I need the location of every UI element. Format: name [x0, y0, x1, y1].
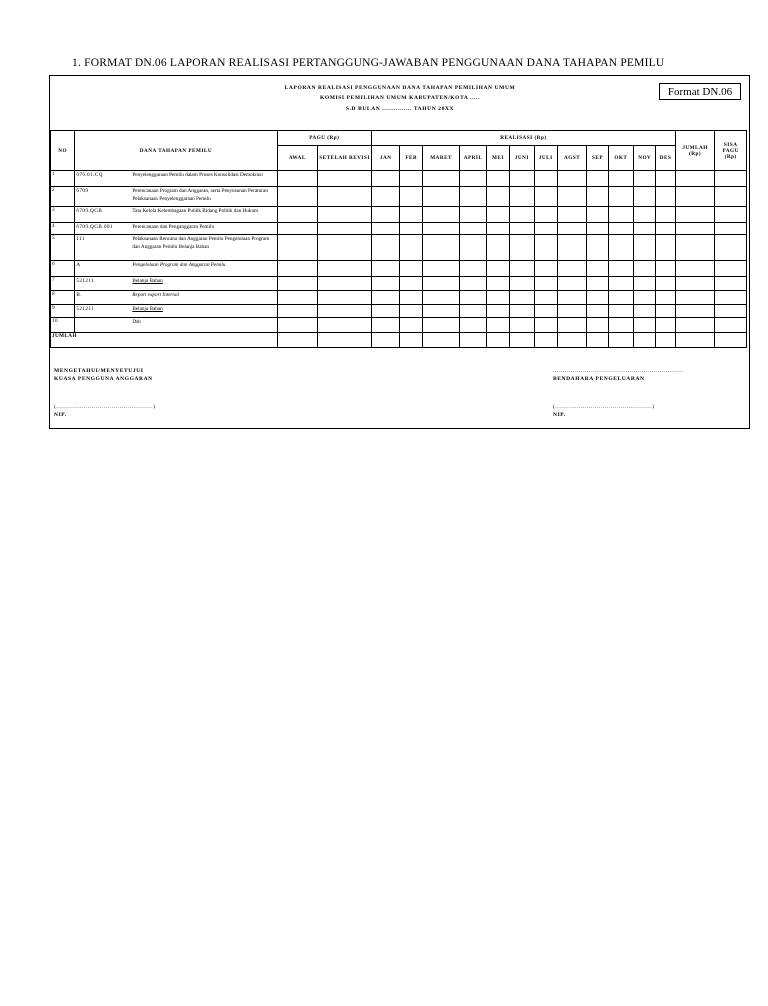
document-heading: 1. FORMAT DN.06 LAPORAN REALISASI PERTANGGUNG-JAWABAN PENGGUNAAN DANA TAHAPAN PEMILU	[72, 57, 665, 69]
header-dana: DANA TAHAPAN PEMILU	[75, 131, 277, 171]
row-description-cell	[75, 187, 277, 207]
value-cell	[372, 291, 400, 305]
value-cell	[557, 305, 586, 318]
value-cell	[656, 187, 675, 207]
total-cell	[675, 333, 715, 348]
row-description-cell	[75, 261, 277, 277]
header-month-okt: OKT	[608, 146, 633, 171]
value-cell	[534, 277, 557, 291]
header-month-nov: NOV	[634, 146, 656, 171]
table-row	[51, 261, 747, 277]
value-cell	[656, 305, 675, 318]
row-code: 6709	[76, 188, 89, 194]
row-description-cell	[75, 277, 277, 291]
value-cell	[675, 207, 715, 223]
value-cell	[400, 291, 422, 305]
value-cell	[675, 261, 715, 277]
value-cell	[510, 277, 534, 291]
value-cell	[277, 291, 318, 305]
total-cell	[634, 333, 656, 348]
value-cell	[587, 171, 608, 187]
value-cell	[557, 187, 586, 207]
total-cell	[656, 333, 675, 348]
row-number: 9	[51, 305, 75, 318]
table-row	[51, 171, 747, 187]
value-cell	[486, 291, 509, 305]
value-cell	[510, 305, 534, 318]
value-cell	[534, 207, 557, 223]
value-cell	[372, 207, 400, 223]
row-number: 6	[51, 261, 75, 277]
value-cell	[422, 291, 460, 305]
row-description-cell	[75, 235, 277, 261]
total-cell	[510, 333, 534, 348]
header-month-mei: MEI	[486, 146, 509, 171]
value-cell	[372, 318, 400, 333]
value-cell	[656, 261, 675, 277]
value-cell	[634, 207, 656, 223]
row-description-cell	[75, 171, 277, 187]
table-row	[51, 277, 747, 291]
row-description-cell	[75, 223, 277, 235]
value-cell	[400, 171, 422, 187]
value-cell	[534, 223, 557, 235]
value-cell	[634, 187, 656, 207]
value-cell	[277, 187, 318, 207]
value-cell	[608, 223, 633, 235]
total-cell	[400, 333, 422, 348]
value-cell	[608, 277, 633, 291]
value-cell	[587, 291, 608, 305]
value-cell	[422, 235, 460, 261]
value-cell	[460, 277, 486, 291]
value-cell	[587, 277, 608, 291]
value-cell	[318, 235, 372, 261]
value-cell	[557, 207, 586, 223]
report-title-line-2: KOMISI PEMILIHAN UMUM KABUPATEN/KOTA .....	[319, 95, 481, 101]
value-cell	[372, 277, 400, 291]
row-description: Penyelenggaraan Pemilu dalam Proses Konsolidasi Demokrasi	[132, 172, 263, 178]
row-description: Belanja Bahan	[132, 278, 163, 284]
row-number: 5	[51, 235, 75, 261]
row-description: Perencanaan dan Penganggaran Pemilu	[132, 224, 215, 230]
header-month-april: APRIL	[460, 146, 486, 171]
value-cell	[534, 187, 557, 207]
header-month-des: DES	[656, 146, 675, 171]
format-label-box: Format DN.06	[659, 83, 741, 100]
value-cell	[422, 171, 460, 187]
value-cell	[587, 207, 608, 223]
value-cell	[715, 261, 747, 277]
row-description: Dsb	[132, 319, 141, 325]
total-cell	[557, 333, 586, 348]
value-cell	[534, 235, 557, 261]
value-cell	[557, 171, 586, 187]
value-cell	[675, 318, 715, 333]
value-cell	[486, 207, 509, 223]
value-cell	[372, 187, 400, 207]
table-row	[51, 223, 747, 235]
row-description: Belanja Bahan	[132, 306, 163, 312]
value-cell	[634, 261, 656, 277]
row-code: 6709.QGB	[76, 208, 103, 214]
value-cell	[277, 171, 318, 187]
header-month-juni: JUNI	[510, 146, 534, 171]
total-cell	[277, 333, 318, 348]
value-cell	[400, 305, 422, 318]
total-cell	[422, 333, 460, 348]
value-cell	[715, 171, 747, 187]
row-code: A	[76, 262, 81, 268]
total-cell	[534, 333, 557, 348]
header-month-agst: AGST	[557, 146, 586, 171]
value-cell	[634, 171, 656, 187]
header-no: NO	[51, 131, 75, 171]
value-cell	[587, 235, 608, 261]
value-cell	[510, 235, 534, 261]
total-cell	[486, 333, 509, 348]
value-cell	[675, 305, 715, 318]
value-cell	[422, 223, 460, 235]
value-cell	[510, 261, 534, 277]
value-cell	[510, 318, 534, 333]
row-code: B.	[76, 292, 82, 298]
realization-table	[50, 130, 747, 348]
value-cell	[277, 277, 318, 291]
value-cell	[372, 223, 400, 235]
value-cell	[608, 318, 633, 333]
value-cell	[318, 305, 372, 318]
table-row	[51, 318, 747, 333]
value-cell	[460, 305, 486, 318]
value-cell	[422, 305, 460, 318]
value-cell	[510, 223, 534, 235]
value-cell	[656, 171, 675, 187]
date-placeholder: ..................................................................	[553, 368, 684, 374]
total-cell	[372, 333, 400, 348]
header-month-juli: JULI	[534, 146, 557, 171]
value-cell	[422, 187, 460, 207]
value-cell	[656, 277, 675, 291]
value-cell	[400, 318, 422, 333]
value-cell	[422, 277, 460, 291]
value-cell	[715, 235, 747, 261]
value-cell	[486, 223, 509, 235]
bendahara-label: BENDAHARA PENGELUARAN	[553, 376, 645, 382]
report-title-line-1: LAPORAN REALISASI PENGGUNAAN DANA TAHAPAN PEMILIHAN UMUM	[284, 85, 516, 91]
value-cell	[510, 171, 534, 187]
total-label: JUMLAH	[51, 333, 278, 348]
value-cell	[634, 318, 656, 333]
table-row	[51, 235, 747, 261]
value-cell	[534, 305, 557, 318]
value-cell	[715, 291, 747, 305]
value-cell	[460, 318, 486, 333]
value-cell	[557, 223, 586, 235]
row-number: 10	[51, 318, 75, 333]
value-cell	[460, 207, 486, 223]
value-cell	[715, 207, 747, 223]
total-cell	[460, 333, 486, 348]
value-cell	[534, 318, 557, 333]
value-cell	[277, 223, 318, 235]
row-number: 8	[51, 291, 75, 305]
table-body	[51, 171, 747, 333]
value-cell	[460, 291, 486, 305]
signature-left-name-block	[54, 403, 156, 419]
report-title-line-3: S.D BULAN ............... TAHUN 20XX	[345, 106, 455, 112]
header-month-feb: FEB	[400, 146, 422, 171]
row-description: Tata Kelola Kelembagaan Publik Bidang Politik dan Hukum	[132, 208, 259, 214]
header-awal: AWAL	[277, 146, 318, 171]
header-realisasi: REALISASI (Rp)	[372, 131, 676, 146]
row-code: 521211	[76, 278, 95, 284]
value-cell	[277, 235, 318, 261]
table-row	[51, 305, 747, 318]
value-cell	[587, 305, 608, 318]
value-cell	[486, 261, 509, 277]
value-cell	[510, 187, 534, 207]
row-description: Pengelolaan Program dan Anggaran Pemilu	[132, 262, 226, 268]
value-cell	[608, 291, 633, 305]
row-number: 2	[51, 187, 75, 207]
value-cell	[634, 305, 656, 318]
value-cell	[557, 318, 586, 333]
kpa-nip-label: NIP.	[54, 412, 67, 418]
table-row	[51, 187, 747, 207]
value-cell	[460, 187, 486, 207]
signature-right-block	[553, 367, 683, 383]
value-cell	[277, 305, 318, 318]
row-code: 111	[76, 236, 85, 242]
header-setelah-revisi: SETELAH REVISI	[318, 146, 372, 171]
value-cell	[318, 261, 372, 277]
report-frame	[49, 75, 750, 429]
value-cell	[400, 207, 422, 223]
value-cell	[587, 187, 608, 207]
value-cell	[557, 277, 586, 291]
row-code: 076.01.CQ	[76, 172, 103, 178]
value-cell	[715, 318, 747, 333]
value-cell	[277, 261, 318, 277]
value-cell	[634, 291, 656, 305]
value-cell	[634, 223, 656, 235]
value-cell	[557, 291, 586, 305]
value-cell	[608, 171, 633, 187]
value-cell	[372, 235, 400, 261]
header-month-jan: JAN	[372, 146, 400, 171]
value-cell	[318, 318, 372, 333]
value-cell	[534, 261, 557, 277]
value-cell	[675, 187, 715, 207]
bendahara-name-placeholder: (.................................................)	[553, 404, 655, 410]
value-cell	[422, 207, 460, 223]
row-description: Pelaksanaan Rencana dan Anggaran Pemilu Pengelolaan Program dan Anggaran Pemilu Belanja Bahan	[132, 236, 270, 250]
value-cell	[510, 207, 534, 223]
value-cell	[634, 235, 656, 261]
row-description: Perencanaan Program dan Anggaran, serta Penyusunan Peraturan Pelaksanaan Penyelenggaraan Pemilu	[132, 188, 268, 202]
total-cell	[318, 333, 372, 348]
header-month-maret: MARET	[422, 146, 460, 171]
value-cell	[372, 171, 400, 187]
value-cell	[400, 223, 422, 235]
kpa-label: KUASA PENGGUNA ANGGARAN	[54, 376, 153, 382]
value-cell	[400, 277, 422, 291]
header-jumlah: JUMLAH (Rp)	[675, 131, 715, 171]
value-cell	[608, 305, 633, 318]
value-cell	[587, 223, 608, 235]
value-cell	[608, 207, 633, 223]
kpa-name-placeholder: (.................................................)	[54, 404, 156, 410]
value-cell	[675, 235, 715, 261]
row-description-cell	[75, 291, 277, 305]
value-cell	[715, 187, 747, 207]
value-cell	[675, 277, 715, 291]
value-cell	[486, 318, 509, 333]
value-cell	[400, 235, 422, 261]
value-cell	[715, 277, 747, 291]
value-cell	[608, 235, 633, 261]
value-cell	[656, 318, 675, 333]
value-cell	[422, 261, 460, 277]
value-cell	[486, 235, 509, 261]
row-description-cell	[75, 305, 277, 318]
row-description-cell	[75, 207, 277, 223]
value-cell	[675, 223, 715, 235]
value-cell	[318, 187, 372, 207]
value-cell	[608, 187, 633, 207]
value-cell	[318, 291, 372, 305]
value-cell	[277, 207, 318, 223]
approval-label: MENGETAHUI/MENYETUJUI	[54, 368, 144, 374]
header-pagu: PAGU (Rp)	[277, 131, 371, 146]
value-cell	[634, 277, 656, 291]
value-cell	[460, 223, 486, 235]
value-cell	[510, 291, 534, 305]
value-cell	[587, 318, 608, 333]
row-code	[76, 318, 132, 326]
row-number: 7	[51, 277, 75, 291]
value-cell	[608, 261, 633, 277]
value-cell	[656, 291, 675, 305]
row-number: 1	[51, 171, 75, 187]
total-cell	[587, 333, 608, 348]
value-cell	[318, 223, 372, 235]
header-sisa: SISA PAGU (Rp)	[715, 131, 747, 171]
value-cell	[460, 261, 486, 277]
value-cell	[277, 318, 318, 333]
value-cell	[460, 171, 486, 187]
value-cell	[557, 261, 586, 277]
bendahara-nip-label: NIP.	[553, 412, 566, 418]
header-month-sep: SEP	[587, 146, 608, 171]
value-cell	[422, 318, 460, 333]
value-cell	[318, 207, 372, 223]
signature-right-name-block	[553, 403, 655, 419]
row-description-cell	[75, 318, 277, 333]
value-cell	[486, 171, 509, 187]
total-cell	[608, 333, 633, 348]
row-number: 4	[51, 223, 75, 235]
value-cell	[460, 235, 486, 261]
value-cell	[400, 261, 422, 277]
value-cell	[372, 305, 400, 318]
value-cell	[675, 291, 715, 305]
row-code: 6709.QGB.001	[76, 224, 113, 230]
value-cell	[400, 187, 422, 207]
value-cell	[557, 235, 586, 261]
value-cell	[534, 171, 557, 187]
value-cell	[587, 261, 608, 277]
row-description: Report export Internal	[132, 292, 180, 298]
total-cell	[715, 333, 747, 348]
value-cell	[486, 187, 509, 207]
value-cell	[318, 171, 372, 187]
table-row	[51, 291, 747, 305]
value-cell	[675, 171, 715, 187]
table-row	[51, 207, 747, 223]
signature-left-block	[54, 367, 153, 383]
value-cell	[715, 223, 747, 235]
value-cell	[486, 277, 509, 291]
value-cell	[656, 223, 675, 235]
value-cell	[715, 305, 747, 318]
row-number: 3	[51, 207, 75, 223]
row-code: 521211	[76, 306, 95, 312]
value-cell	[372, 261, 400, 277]
value-cell	[656, 207, 675, 223]
value-cell	[318, 277, 372, 291]
value-cell	[486, 305, 509, 318]
value-cell	[534, 291, 557, 305]
value-cell	[656, 235, 675, 261]
